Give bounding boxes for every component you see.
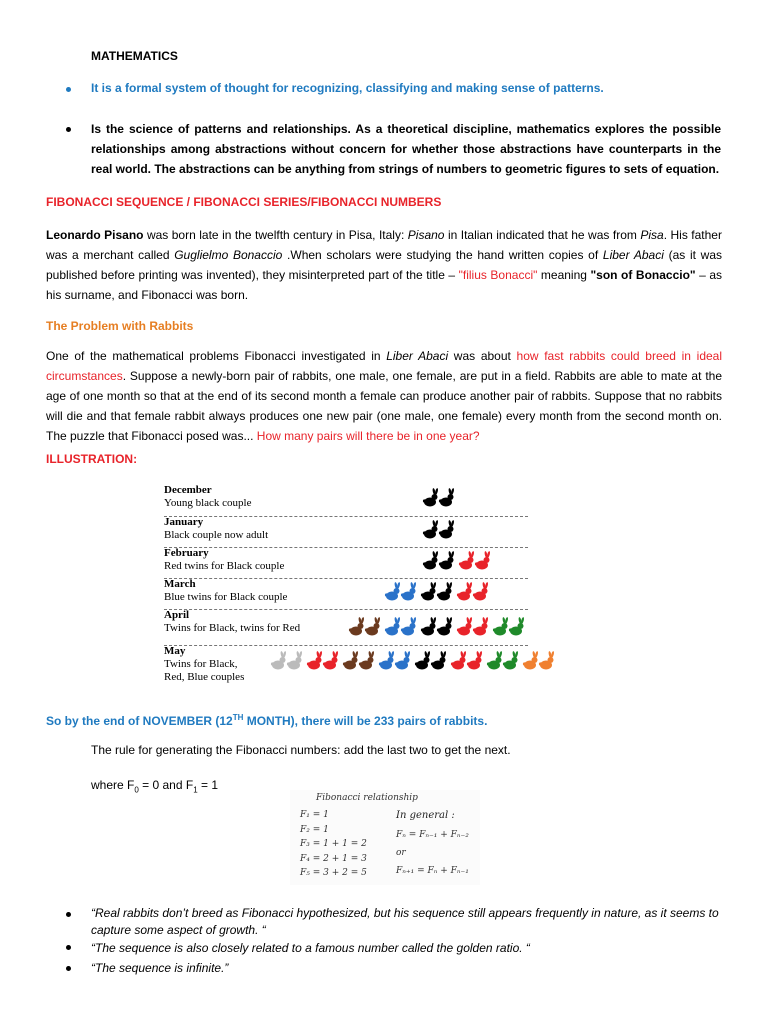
bio-text: – as his surname, and Fibonacci was born. <box>46 268 723 302</box>
page-heading: MATHEMATICS <box>91 49 178 63</box>
formula-list <box>300 808 367 881</box>
rabbit-illustration <box>164 484 528 694</box>
rabbit-pair-icon <box>420 582 454 602</box>
bullet-dot <box>66 127 71 132</box>
fibonacci-relationship-figure <box>290 790 480 885</box>
month-description: Black couple now adult <box>164 529 269 541</box>
formula-title: Fibonacci relationship <box>316 793 418 803</box>
conclusion-sup: TH <box>232 713 244 722</box>
rabbit-pair-icon <box>306 651 340 671</box>
rule-text: The rule for generating the Fibonacci numbers: add the last two to get the next. <box>91 743 511 757</box>
rabbit-pair-icon <box>414 651 448 671</box>
problem-question: How many pairs will there be in one year? <box>256 429 480 443</box>
month-label: December <box>164 484 212 496</box>
bio-red: "filius Bonacci" <box>458 268 538 282</box>
where-part: = 1 <box>197 778 218 792</box>
formula-eq1: Fₙ = Fₙ₋₁ + Fₙ₋₂ <box>396 830 469 840</box>
month-description: Twins for Black, <box>164 658 238 670</box>
conclusion-text <box>46 708 487 731</box>
conclusion-part: So by the end of NOVEMBER (12 <box>46 714 233 728</box>
name-text: Leonardo Pisano <box>46 228 144 242</box>
formula-line: F₄ = 2 + 1 = 3 <box>300 853 367 864</box>
rabbit-pair-icon <box>456 582 490 602</box>
bio-text: .When scholars were studying the hand written copies of <box>282 248 603 262</box>
where-sub: 0 <box>134 785 139 795</box>
rabbit-pair-icon <box>486 651 520 671</box>
rabbit-pairs <box>348 617 528 637</box>
month-label: March <box>164 578 196 590</box>
rabbit-pair-icon <box>420 617 454 637</box>
month-label: April <box>164 609 190 621</box>
bullet-dot <box>66 945 71 950</box>
rabbit-pair-icon <box>378 651 412 671</box>
month-label: January <box>164 516 204 528</box>
rabbit-pairs <box>422 551 494 571</box>
bullet-dot <box>66 966 71 971</box>
bio-italic: Liber Abaci <box>602 248 664 262</box>
rabbit-pair-icon <box>422 488 456 508</box>
conclusion-part: MONTH), there will be 233 pairs of rabbits. <box>243 714 488 728</box>
formula-eq2: Fₙ₊₁ = Fₙ + Fₙ₋₁ <box>396 866 469 876</box>
rabbit-pair-icon <box>422 551 456 571</box>
bio-text: (as it was published before printing was invented), they misinterpreted part of the title – <box>46 248 722 282</box>
rabbit-pair-icon <box>456 617 490 637</box>
illustration-row-april <box>164 609 528 646</box>
bio-text: . His father was a merchant called <box>46 228 722 262</box>
bullet-dot <box>66 912 71 917</box>
rabbit-pair-icon <box>450 651 484 671</box>
bio-italic: Pisano <box>407 228 445 242</box>
bio-italic: Guglielmo Bonaccio <box>174 248 283 262</box>
month-description: Twins for Black, twins for Red <box>164 622 301 634</box>
bio-text: meaning <box>537 268 591 282</box>
problem-text: was about <box>448 349 517 363</box>
rabbit-pairs <box>384 582 492 602</box>
where-part: = 0 and F <box>138 778 194 792</box>
illustration-row-march <box>164 578 528 610</box>
rabbits-heading: The Problem with Rabbits <box>46 319 194 333</box>
formula-line: F₂ = 1 <box>300 824 329 835</box>
formula-general: In general : <box>396 810 455 821</box>
quote-1: “Real rabbits don’t breed as Fibonacci hypothesized, but his sequence still appears frequently in nature, as it seems to capture some aspect of growth. “ <box>91 906 719 937</box>
bullet-definition-1: It is a formal system of thought for recognizing, classifying and making sense of patterns. <box>91 81 604 95</box>
initial-values <box>91 775 218 800</box>
problem-italic: Liber Abaci <box>386 349 449 363</box>
rabbit-pair-icon <box>342 651 376 671</box>
problem-red: how fast rabbits could breed in ideal circumstances <box>46 349 723 383</box>
formula-line: F₅ = 3 + 2 = 5 <box>300 868 367 878</box>
bio-italic: Pisa <box>640 228 664 242</box>
month-label: May <box>164 645 186 657</box>
rabbit-pair-icon <box>522 651 556 671</box>
fibonacci-heading: FIBONACCI SEQUENCE / FIBONACCI SERIES/FIBONACCI NUMBERS <box>46 195 442 209</box>
illustration-row-december <box>164 484 528 517</box>
where-sub: 1 <box>193 785 198 795</box>
bio-text: in Italian indicated that he was from <box>444 228 641 242</box>
month-description-2: Red, Blue couples <box>164 671 245 683</box>
bio-bold: "son of Bonaccio" <box>590 268 696 282</box>
rabbit-pairs <box>422 488 458 508</box>
month-description: Red twins for Black couple <box>164 560 285 572</box>
problem-text: One of the mathematical problems Fibonacci investigated in <box>46 349 387 363</box>
formula-line: F₁ = 1 <box>300 810 329 820</box>
formula-line: F₃ = 1 + 1 = 2 <box>300 839 367 849</box>
bio-paragraph <box>46 225 722 305</box>
rabbit-pair-icon <box>458 551 492 571</box>
month-label: February <box>164 547 209 559</box>
problem-text: . Suppose a newly-born pair of rabbits, one male, one female, are put in a field. Rabbits are able to mate at the age of one month so that at the end of its second month a female can produce another pair of rabbits. Suppose that no rabbits will die and that female rabbit always produces one new pair (one male, one female) every month from the second month on. The puzzle that Fibonacci posed was... <box>46 369 722 443</box>
illustration-row-may <box>164 645 528 693</box>
month-description: Blue twins for Black couple <box>164 591 288 603</box>
month-description: Young black couple <box>164 497 252 509</box>
formula-or: or <box>396 848 406 858</box>
illustration-heading: ILLUSTRATION: <box>46 452 138 466</box>
problem-paragraph <box>46 346 722 446</box>
rabbit-pair-icon <box>384 582 418 602</box>
rabbit-pairs <box>422 520 458 540</box>
rabbit-pair-icon <box>422 520 456 540</box>
rabbit-pair-icon <box>492 617 526 637</box>
rabbit-pair-icon <box>348 617 382 637</box>
illustration-row-january <box>164 516 528 548</box>
illustration-row-february <box>164 547 528 579</box>
rabbit-pair-icon <box>384 617 418 637</box>
where-part: where F <box>91 778 135 792</box>
rabbit-pairs <box>270 651 558 671</box>
bullet-definition-2: Is the science of patterns and relationships. As a theoretical discipline, mathematics explores the possible relationships among abstractions without concern for whether those abstractions have counterparts in the real world. The abstractions can be anything from strings of numbers to geometric figures to sets of equation. <box>91 122 721 176</box>
quote-3: “The sequence is infinite.” <box>91 961 229 975</box>
quote-2: “The sequence is also closely related to a famous number called the golden ratio. “ <box>91 941 530 955</box>
rabbit-pair-icon <box>270 651 304 671</box>
bullet-dot <box>66 87 71 92</box>
bio-text: was born late in the twelfth century in Pisa, Italy: <box>143 228 408 242</box>
